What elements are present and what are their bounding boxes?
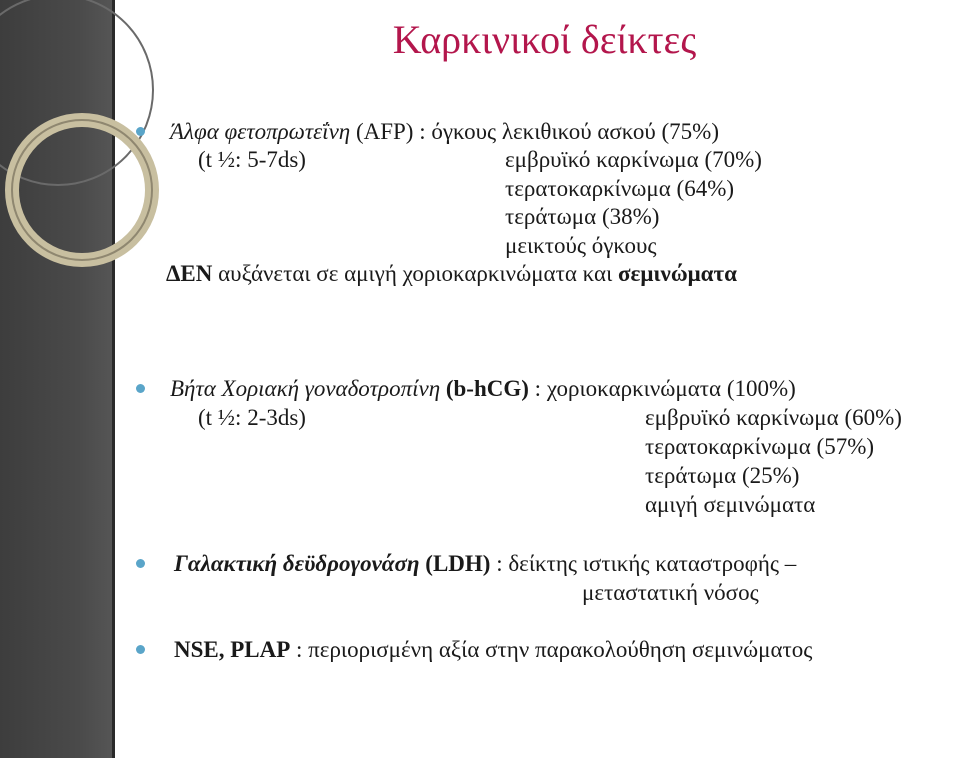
afp-half-life: (t ½: 5-7ds) — [198, 147, 306, 172]
afp-sep: : — [413, 119, 432, 144]
bhcg-item: εμβρυϊκό καρκίνωμα (60%) — [645, 405, 902, 430]
bullet-nse — [136, 645, 145, 654]
afp-first: όγκους λεκιθικού ασκού (75%) — [431, 119, 720, 144]
afp-item: μεικτούς όγκους — [505, 233, 657, 258]
bullet-ldh — [136, 559, 145, 568]
nse-text: : περιορισμένη αξία στην παρακολούθηση σεμινώματος — [290, 637, 813, 662]
nse-abbr: NSE, PLAP — [174, 637, 291, 662]
afp-note-bold-end: σεμινώματα — [618, 261, 737, 286]
afp-item: τεράτωμα (38%) — [505, 204, 660, 229]
ldh-text: : δείκτης ιστικής καταστροφής – — [490, 551, 797, 576]
ldh-abbr: (LDH) — [425, 551, 491, 576]
afp-note-bold: ΔΕΝ — [166, 261, 213, 286]
bullet-bhcg — [136, 384, 145, 393]
afp-heading — [170, 118, 719, 146]
afp-item: τερατοκαρκίνωμα (64%) — [505, 176, 735, 201]
ldh-heading — [174, 550, 796, 578]
bhcg-item: αμιγή σεμινώματα — [645, 492, 816, 517]
bullet-afp — [136, 127, 145, 136]
ldh-cont: μεταστατική νόσος — [582, 580, 759, 605]
afp-note-text: αυξάνεται σε αμιγή χοριοκαρκινώματα και — [212, 261, 619, 286]
afp-abbr: (AFP) — [355, 119, 414, 144]
afp-name: Άλφα φετοπρωτεΐνη — [170, 119, 351, 144]
bhcg-half-life: (t ½: 2-3ds) — [198, 405, 306, 430]
bhcg-abbr: (b-hCG) — [445, 376, 529, 401]
bhcg-sep: : — [528, 376, 547, 401]
bhcg-item: τερατοκαρκίνωμα (57%) — [645, 434, 875, 459]
afp-note — [166, 260, 737, 288]
ldh-name: Γαλακτική δεϋδρογονάση — [174, 551, 420, 576]
bhcg-first: χοριοκαρκινώματα (100%) — [546, 376, 796, 401]
bhcg-item: τεράτωμα (25%) — [645, 463, 800, 488]
bhcg-name: Βήτα Χοριακή γοναδοτροπίνη — [170, 376, 441, 401]
slide-title: Καρκινικοί δείκτες — [392, 17, 697, 62]
afp-item: εμβρυϊκό καρκίνωμα (70%) — [505, 147, 762, 172]
nse-heading — [174, 636, 812, 664]
bhcg-heading — [170, 375, 796, 403]
